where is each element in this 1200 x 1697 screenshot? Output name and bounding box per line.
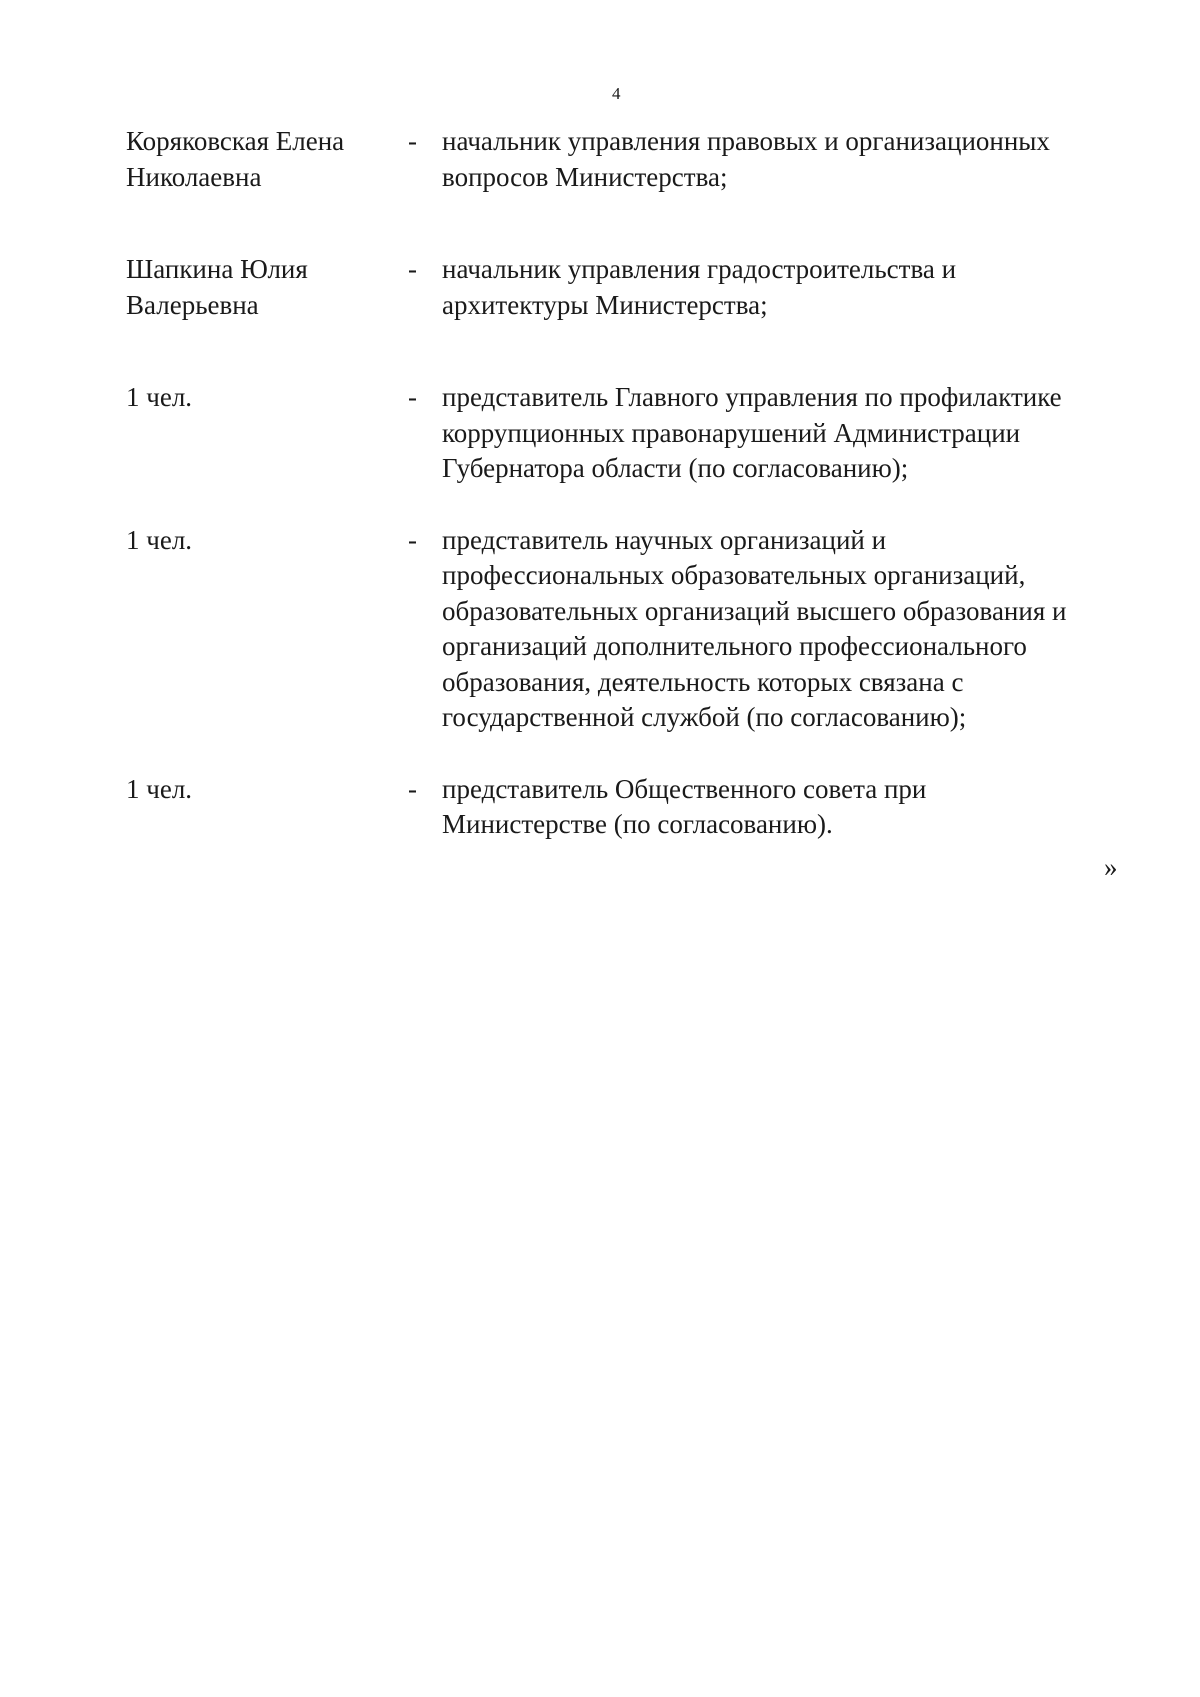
member-name-line: 1 чел. xyxy=(126,773,193,804)
member-role-line: начальник управления градостроительства и xyxy=(442,254,957,284)
member-role-line: организаций дополнительного профессионального xyxy=(442,631,1027,661)
member-role xyxy=(442,124,1122,195)
member-entry xyxy=(126,124,1116,195)
page-number: 4 xyxy=(612,84,621,103)
separator-dash: - xyxy=(408,126,417,156)
member-role-line: коррупционных правонарушений Администрации xyxy=(442,417,1021,448)
commission-member-list xyxy=(126,124,1116,843)
member-role-line: архитектуры Министерства; xyxy=(442,289,768,320)
member-name xyxy=(126,252,396,323)
member-role-line: образования, деятельность которых связана с xyxy=(442,666,964,697)
member-name xyxy=(126,772,396,808)
closing-quote-mark: » xyxy=(1104,852,1118,882)
member-name xyxy=(126,523,396,559)
member-entry xyxy=(126,772,1116,843)
member-name-line: Валерьевна xyxy=(126,289,259,320)
separator-dash: - xyxy=(408,773,417,804)
member-role-line: представитель Главного управления по профилактике xyxy=(442,382,1062,412)
member-role-line: Губернатора области (по согласованию); xyxy=(442,453,909,483)
member-name xyxy=(126,380,396,416)
member-entry xyxy=(126,380,1116,487)
separator-dash: - xyxy=(408,524,417,555)
member-role-line: профессиональных образовательных организаций, xyxy=(442,560,1026,590)
member-role xyxy=(442,772,1122,843)
member-role-line: государственной службой (по согласованию); xyxy=(442,702,967,732)
separator-dash: - xyxy=(408,254,417,284)
member-role xyxy=(442,252,1122,323)
separator-dash: - xyxy=(408,382,417,412)
member-name-line: Николаевна xyxy=(126,161,262,192)
member-role-line: вопросов Министерства; xyxy=(442,161,728,192)
member-role xyxy=(442,380,1122,487)
member-entry xyxy=(126,523,1116,736)
member-role-line: представитель научных организаций и xyxy=(442,524,887,555)
member-name-line: Коряковская Елена xyxy=(126,126,345,156)
member-role-line: представитель Общественного совета при xyxy=(442,773,927,804)
member-role-line: начальник управления правовых и организационных xyxy=(442,126,1050,156)
member-name-line: Шапкина Юлия xyxy=(126,254,308,284)
member-entry xyxy=(126,252,1116,323)
member-name-line: 1 чел. xyxy=(126,382,193,412)
member-role-line: образовательных организаций высшего образования и xyxy=(442,595,1067,626)
member-role xyxy=(442,523,1122,736)
member-name-line: 1 чел. xyxy=(126,524,193,555)
member-name xyxy=(126,124,396,195)
member-role-line: Министерстве (по согласованию). xyxy=(442,809,833,839)
